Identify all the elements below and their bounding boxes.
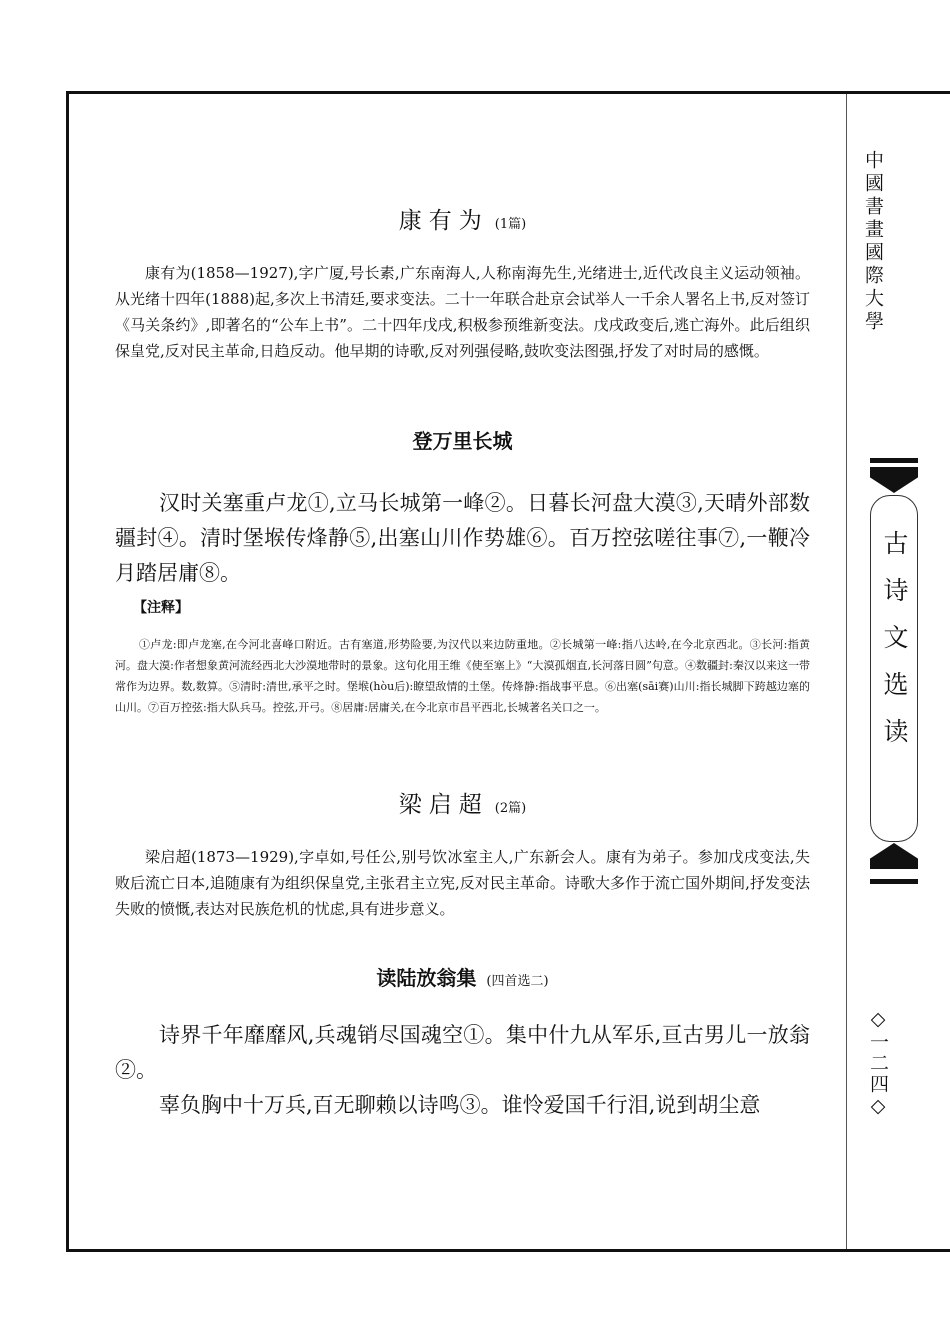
- poem-title-text: 读陆放翁集: [376, 966, 477, 990]
- poem-stanza-1: 诗界千年靡靡风,兵魂销尽国魂空①。集中什九从军乐,亘古男儿一放翁②。: [115, 1023, 810, 1082]
- poem-count: (2篇): [494, 801, 527, 816]
- sidebar-brand: 中國書畫國際大學: [862, 150, 884, 334]
- poem-stanza-2: 辜负胸中十万兵,百无聊赖以诗鸣③。谁怜爱国千行泪,说到胡尘意: [159, 1093, 761, 1117]
- poem-title-great-wall: [115, 425, 810, 454]
- poem-title-lu-fangweng: [115, 962, 810, 991]
- poem-text-great-wall: 汉时关塞重卢龙①,立马长城第一峰②。日暮长河盘大漠③,天晴外部数疆封④。清时堡堠传烽静⑤,出塞山川作势雄⑥。百万控弦嗟往事⑦,一鞭冷月踏居庸⑧。: [115, 491, 810, 585]
- sidebar-bar-top: [870, 458, 918, 463]
- author-name: 康有为: [398, 208, 489, 234]
- author-bio-kang: 康有为(1858—1927),字广厦,号长素,广东南海人,人称南海先生,光绪进士,近代改良主义运动领袖。从光绪十四年(1888)起,多次上书清廷,要求变法。二十一年联合赴京会试举人一千余人署名上书,反对签订《马关条约》,即著名的“公车上书”。二十四年戊戌,积极参预维新变法。戊戌政变后,逃亡海外。此后组织保皇党,反对民主革命,日趋反动。他早期的诗歌,反对列强侵略,鼓吹变法图强,抒发了对时局的感慨。: [115, 264, 810, 360]
- sidebar-divider: [846, 94, 847, 1249]
- author-heading-kang: [115, 202, 810, 235]
- frame-left-border: [66, 91, 69, 1252]
- page-number: ◇一二四◇: [867, 1008, 889, 1119]
- notes-heading: 【注释】: [133, 600, 189, 616]
- notes-text: ①卢龙:即卢龙塞,在今河北喜峰口附近。古有塞道,形势险要,为汉代以来边防重地。②长城第一峰:指八达岭,在今北京西北。③长河:指黄河。盘大漠:作者想象黄河流经西北大沙漠地带时的景象。这句化用王维《使至塞上》“大漠孤烟直,长河落日圆”句意。④数疆封:秦汉以来这一带常作为边界。数,数算。⑤清时:清世,承平之时。堡堠(hòu后):瞭望敌情的土堡。传烽静:指战事平息。⑥出塞(sāi赛)山川:指长城脚下跨越边塞的山川。⑦百万控弦:指大队兵马。控弦,开弓。⑧居庸:居庸关,在今北京市昌平西北,长城著名关口之一。: [115, 638, 810, 714]
- author-bio-liang: 梁启超(1873—1929),字卓如,号任公,别号饮冰室主人,广东新会人。康有为弟子。参加戊戌变法,失败后流亡日本,追随康有为组织保皇党,主张君主立宪,反对民主革命。诗歌大多作于流亡国外期间,抒发变法失败的愤慨,表达对民族危机的忧虑,具有进步意义。: [115, 848, 810, 918]
- sidebar-ornament-bottom: [870, 843, 918, 869]
- poem-count: (1篇): [494, 217, 527, 232]
- poem-title-text: 登万里长城: [412, 429, 513, 453]
- sidebar-ornament-top: [870, 467, 918, 493]
- frame-top-border: [66, 91, 950, 94]
- author-heading-liang: [115, 786, 810, 819]
- frame-bottom-border: [66, 1249, 950, 1252]
- poem-subtitle: (四首选二): [486, 974, 549, 989]
- author-name: 梁启超: [398, 792, 489, 818]
- sidebar-bar-bottom: [870, 879, 918, 884]
- sidebar-book-title: 古诗文选读: [880, 530, 909, 765]
